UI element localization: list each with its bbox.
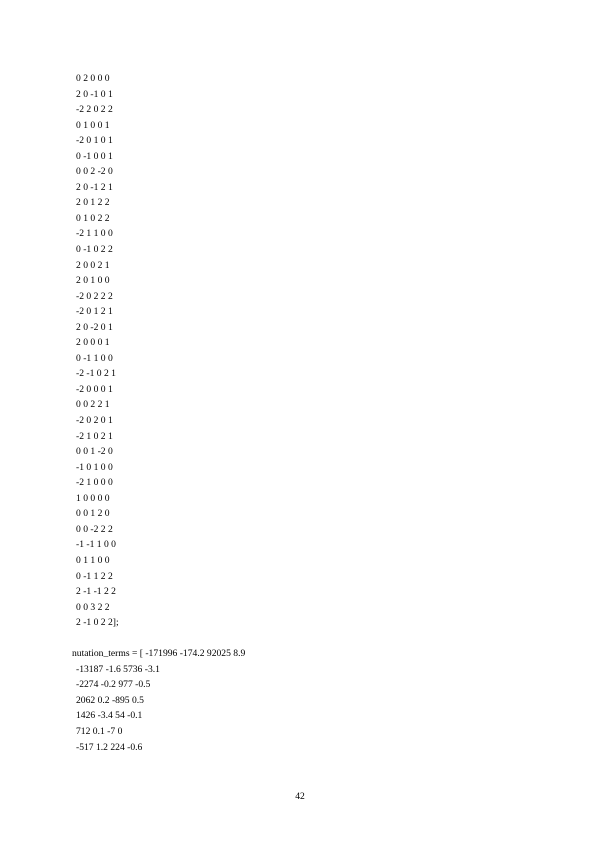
matrix-row: -2 1 0 2 1 (76, 430, 113, 442)
matrix-row: 1 0 0 0 0 (76, 492, 110, 504)
matrix-row: 2 -1 -1 2 2 (76, 586, 116, 598)
matrix-row: 2 0 0 2 1 (76, 259, 110, 271)
nutation-row: 712 0.1 -7 0 (76, 725, 123, 737)
matrix-row: 0 0 1 2 0 (76, 508, 110, 520)
matrix-row: 2 0 -1 0 1 (76, 88, 113, 100)
nutation-terms-rows (72, 662, 532, 755)
nutation-row: -13187 -1.6 5736 -3.1 (76, 663, 160, 675)
matrix-row: -2 0 0 0 1 (76, 383, 113, 395)
matrix-row: 0 2 0 0 0 (76, 73, 110, 84)
matrix-row: -1 0 1 0 0 (76, 461, 113, 473)
matrix-row: 2 0 1 0 0 (76, 275, 110, 287)
nutation-row: 2062 0.2 -895 0.5 (76, 694, 144, 706)
matrix-row: 2 0 -1 2 1 (76, 181, 113, 193)
matrix-row: 0 0 1 -2 0 (76, 446, 113, 458)
matrix-row: 2 0 0 0 1 (76, 337, 110, 349)
argument-matrix (72, 71, 532, 631)
nutation-terms-header: nutation_terms = [ -171996 -174.2 92025 8.9 (72, 648, 246, 660)
matrix-row: 0 0 2 2 1 (76, 399, 110, 411)
matrix-row: -2 0 2 2 2 (76, 290, 113, 302)
matrix-row: -2 0 1 0 1 (76, 135, 113, 147)
matrix-row: -2 -1 0 2 1 (76, 368, 116, 380)
blank-line (72, 631, 532, 647)
matrix-row: 0 -1 1 0 0 (76, 352, 113, 364)
matrix-row: 0 0 2 -2 0 (76, 166, 113, 178)
matrix-row: -2 0 2 0 1 (76, 415, 113, 427)
matrix-row: 0 -1 1 2 2 (76, 570, 113, 582)
nutation-row: -517 1.2 224 -0.6 (76, 741, 143, 753)
matrix-row: 2 0 -2 0 1 (76, 321, 113, 333)
matrix-row: 2 -1 0 2 2]; (76, 617, 119, 629)
code-listing (72, 71, 532, 755)
matrix-row: 0 1 0 2 2 (76, 212, 110, 224)
matrix-row: -2 2 0 2 2 (76, 104, 113, 116)
matrix-row: 0 1 1 0 0 (76, 554, 110, 566)
matrix-row: 0 1 0 0 1 (76, 119, 110, 131)
matrix-row: -2 1 0 0 0 (76, 477, 113, 489)
matrix-row: -2 1 1 0 0 (76, 228, 113, 240)
matrix-row: 2 0 1 2 2 (76, 197, 110, 209)
matrix-row: 0 0 -2 2 2 (76, 523, 113, 535)
nutation-row: 1426 -3.4 54 -0.1 (76, 710, 143, 722)
matrix-row: 0 0 3 2 2 (76, 601, 110, 613)
page-number: 42 (295, 791, 305, 802)
matrix-row: -1 -1 1 0 0 (76, 539, 116, 551)
nutation-row: -2274 -0.2 977 -0.5 (76, 679, 151, 691)
matrix-row: 0 -1 0 0 1 (76, 150, 113, 162)
matrix-row: 0 -1 0 2 2 (76, 244, 113, 256)
matrix-row: -2 0 1 2 1 (76, 306, 113, 318)
